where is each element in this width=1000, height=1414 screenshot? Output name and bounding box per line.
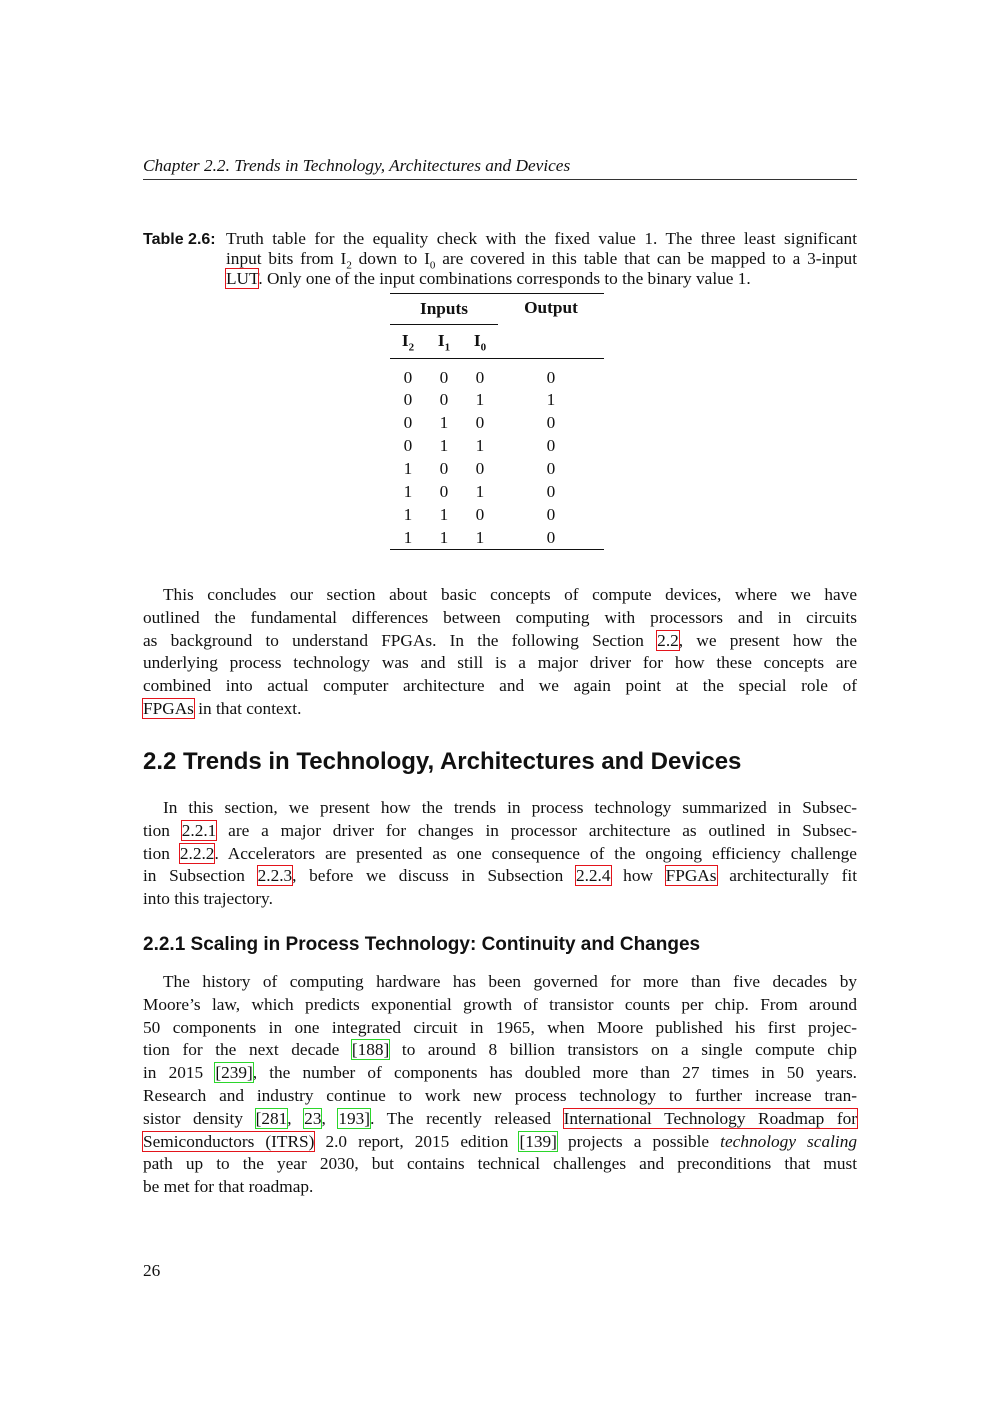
table-row — [390, 457, 604, 480]
output-cell: 0 — [546, 481, 556, 501]
caption-label: Table 2.6: — [143, 231, 216, 248]
input-cell: 0 — [475, 368, 485, 387]
text-line — [143, 1153, 857, 1176]
text-span: combined into actual computer architecture and we again point at the special role of — [143, 676, 857, 696]
text-span: . Only one of the input combinations corresponds to the binary value 1. — [258, 269, 751, 288]
subsection-heading: 2.2.1 Scaling in Process Technology: Continuity and Changes — [143, 934, 701, 955]
text-span: This concludes our section about basic concepts of compute devices, where we have — [163, 585, 857, 604]
text-line — [143, 630, 857, 653]
text-span: projects a possible — [556, 1131, 721, 1151]
paragraph-scaling — [143, 971, 857, 1199]
text-span: , — [321, 1108, 339, 1128]
table-row — [390, 503, 604, 526]
citation-link[interactable]: [188] — [351, 1040, 390, 1060]
input-column-header: $I_0$ — [462, 324, 498, 358]
caption-text — [226, 229, 857, 289]
text-span: In this section, we present how the trends in process technology summarized in Subsec- — [163, 798, 857, 817]
section-heading: 2.2 Trends in Technology, Architectures and Devices — [143, 748, 742, 775]
page-number: 26 — [143, 1261, 161, 1280]
input-cell: 1 — [439, 435, 449, 455]
table-row — [390, 411, 604, 434]
text-span: in 2015 — [143, 1063, 216, 1083]
text-span: Research and industry continue to work new process technology to further increase tran- — [143, 1085, 857, 1105]
text-span: in that context. — [193, 698, 302, 718]
text-span: input bits from I — [226, 249, 347, 268]
cross-reference-link[interactable]: FPGAs — [665, 866, 717, 886]
text-span: be met for that roadmap. — [143, 1177, 314, 1197]
input-cell: 1 — [403, 481, 413, 501]
text-line — [143, 971, 857, 994]
text-line — [143, 698, 857, 721]
running-header: Chapter 2.2. Trends in Technology, Architectures and Devices — [143, 156, 857, 180]
text-span: down to I — [351, 249, 430, 268]
input-cell: 0 — [403, 368, 413, 387]
input-cell: 1 — [439, 527, 449, 547]
input-cell: 1 — [439, 412, 449, 432]
text-span: underlying process technology was and still is a major driver for how these concepts are — [143, 653, 857, 673]
output-header: Output — [524, 298, 578, 317]
text-span: to around 8 billion transistors on a single compute chip — [389, 1040, 857, 1060]
input-cell: 1 — [475, 435, 485, 455]
input-cell: 0 — [403, 435, 413, 455]
subscript: 0 — [429, 259, 436, 272]
text-line — [143, 1085, 857, 1108]
table-row — [390, 388, 604, 411]
table-caption — [143, 229, 857, 289]
text-span: 2.0 report, 2015 edition — [314, 1131, 520, 1151]
input-cell: 0 — [475, 412, 485, 432]
output-cell: 1 — [546, 389, 556, 409]
text-span: . The recently released — [370, 1108, 564, 1128]
input-cell: 0 — [475, 458, 485, 478]
citation-link[interactable]: 23 — [304, 1108, 322, 1128]
input-cell: 0 — [403, 412, 413, 432]
text-line — [226, 269, 857, 289]
cross-reference-link[interactable]: 2.2.1 — [181, 820, 217, 840]
text-line — [143, 843, 857, 866]
inputs-header: Inputs — [419, 299, 469, 318]
text-span: as background to understand FPGAs. In the following Section — [143, 630, 658, 650]
text-line — [143, 1062, 857, 1085]
output-cell: 0 — [546, 412, 556, 432]
text-span: , the number of components has doubled more than 27 times in 50 years. — [252, 1063, 857, 1083]
output-cell: 0 — [546, 368, 556, 387]
input-cell: 0 — [439, 368, 449, 387]
input-column-header: $I_2$ — [390, 324, 426, 358]
text-line — [143, 1017, 857, 1040]
input-cell: 1 — [403, 458, 413, 478]
input-cell: 0 — [475, 504, 485, 524]
text-line — [226, 229, 857, 249]
text-span: outlined the fundamental differences between computing with processors and in circuits — [143, 607, 857, 627]
paragraph-section-intro — [143, 797, 857, 911]
input-cell: 1 — [403, 504, 413, 524]
text-line — [143, 652, 857, 675]
output-cell: 0 — [546, 527, 556, 547]
input-cell: 0 — [439, 481, 449, 501]
citation-link[interactable]: 193] — [338, 1108, 371, 1128]
text-line — [143, 888, 857, 911]
cross-reference-link[interactable]: Semiconductors (ITRS) — [143, 1131, 315, 1151]
input-cell: 1 — [403, 527, 413, 547]
output-cell: 0 — [546, 504, 556, 524]
text-line — [143, 820, 857, 843]
output-cell: 0 — [546, 458, 556, 478]
cross-reference-link[interactable]: LUT — [226, 269, 259, 288]
text-span: path up to the year 2030, but contains technical challenges and preconditions that must — [143, 1154, 857, 1174]
text-span: tion — [143, 820, 182, 840]
text-line — [143, 607, 857, 630]
text-line — [143, 797, 857, 820]
input-column-header: $I_1$ — [426, 324, 462, 358]
text-span: The history of computing hardware has been governed for more than five decades by — [163, 972, 857, 991]
subscript: 2 — [346, 259, 352, 272]
text-span: sistor density — [143, 1108, 256, 1128]
text-span: , — [287, 1108, 305, 1128]
text-span: into this trajectory. — [143, 889, 273, 909]
text-span: 50 components in one integrated circuit in 1965, when Moore published his first projec- — [143, 1017, 857, 1037]
text-span: tion for the next decade — [143, 1040, 352, 1060]
table-row — [390, 480, 604, 503]
citation-link[interactable]: [239] — [215, 1063, 253, 1083]
cross-reference-link[interactable]: 2.2.3 — [257, 866, 293, 886]
input-cell: 1 — [475, 389, 485, 409]
text-span: architecturally fit — [716, 866, 857, 886]
input-cell: 0 — [439, 458, 449, 478]
text-span: how — [610, 866, 666, 886]
input-cell: 1 — [439, 504, 449, 524]
text-span: are a major driver for changes in processor architecture as outlined in Subsec- — [216, 820, 857, 840]
citation-link[interactable]: [281 — [255, 1108, 288, 1128]
text-span: tion — [143, 843, 180, 863]
table-row — [390, 358, 604, 388]
emphasis-text: technology scaling — [720, 1131, 857, 1151]
text-line — [143, 584, 857, 607]
text-span: , we present how the — [678, 630, 857, 650]
text-line — [143, 994, 857, 1017]
text-span: Moore’s law, which predicts exponential growth of transistor counts per chip. From around — [143, 994, 857, 1014]
text-line — [143, 675, 857, 698]
text-line — [143, 1131, 857, 1154]
text-span: in Subsection — [143, 866, 258, 886]
text-line — [143, 1176, 857, 1199]
citation-link[interactable]: [139] — [519, 1131, 557, 1151]
truth-table — [390, 293, 604, 550]
paragraph-conclusion — [143, 584, 857, 721]
text-line — [226, 249, 857, 272]
text-span: , before we discuss in Subsection — [292, 866, 576, 886]
table-row — [390, 434, 604, 457]
text-line — [143, 1108, 857, 1131]
text-line — [143, 1039, 857, 1062]
cross-reference-link[interactable]: International Technology Roadmap for — [563, 1108, 858, 1128]
text-span: . Accelerators are presented as one consequence of the ongoing efficiency challenge — [214, 843, 857, 863]
input-cell: 0 — [403, 389, 413, 409]
text-span: are covered in this table that can be mapped to a 3-input — [435, 249, 857, 268]
cross-reference-link[interactable]: 2.2.4 — [575, 866, 611, 886]
input-cell: 1 — [475, 527, 485, 547]
input-cell: 0 — [439, 389, 449, 409]
output-cell: 0 — [546, 435, 556, 455]
table-row — [390, 526, 604, 550]
input-cell: 1 — [475, 481, 485, 501]
cross-reference-link[interactable]: 2.2 — [657, 630, 679, 650]
cross-reference-link[interactable]: 2.2.2 — [179, 843, 215, 863]
text-span: Truth table for the equality check with the fixed value 1. The three least significant — [226, 229, 857, 248]
text-line — [143, 865, 857, 888]
cross-reference-link[interactable]: FPGAs — [143, 698, 194, 718]
